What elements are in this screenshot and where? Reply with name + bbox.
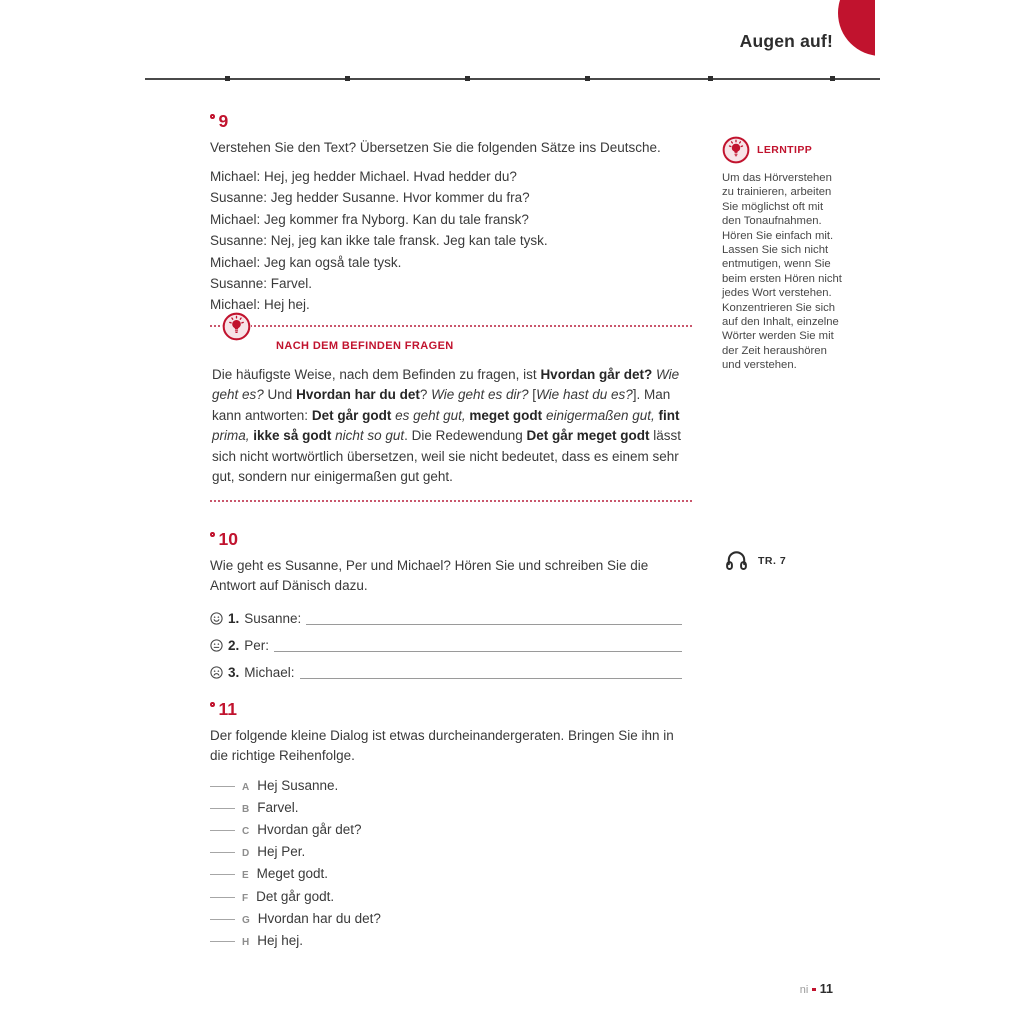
lerntipp-box [722, 136, 842, 373]
dialog-line: Susanne: Jeg hedder Susanne. Hvor kommer du fra? [210, 190, 530, 206]
order-text: Hej Per. [257, 844, 306, 860]
dialog-line: Michael: Jeg kan også tale tysk. [210, 254, 402, 270]
order-letter: F [242, 892, 249, 904]
corner-decoration [838, 0, 875, 58]
lerntipp-header [722, 136, 842, 164]
footer-dot [812, 988, 816, 992]
order-blank-line [210, 852, 235, 853]
exercise-10 [210, 531, 692, 682]
dialog-line: Michael: Hej hej. [210, 297, 310, 313]
rule-dot [830, 76, 835, 81]
order-text: Farvel. [257, 799, 299, 815]
ordering-row [210, 887, 692, 909]
answer-row [210, 637, 692, 655]
neutral-face-icon [210, 639, 223, 652]
exercise-11-instruction: Der folgende kleine Dialog ist etwas durcheinandergeraten. Bringen Sie ihn in die richtige Reihenfolge. [210, 727, 674, 763]
ordering-list [210, 776, 692, 954]
order-blank-line [210, 941, 235, 942]
red-donut-bullet [210, 702, 215, 707]
dialog-line: Susanne: Nej, jeg kan ikke tale fransk. Jeg kan tale tysk. [210, 233, 548, 249]
exercise-9 [210, 113, 692, 316]
lightbulb-icon [222, 312, 251, 341]
order-text: Hej Susanne. [257, 777, 339, 793]
answer-blank-line [274, 651, 682, 652]
order-blank-line [210, 830, 235, 831]
answer-row [210, 664, 692, 682]
exercise-number: 9 [218, 111, 229, 131]
order-blank-line [210, 897, 235, 898]
answer-name: Michael: [244, 665, 295, 680]
order-blank-line [210, 808, 235, 809]
lerntipp-body: Um das Hörverstehen zu trainieren, arbeiten Sie möglichst oft mit den Tonaufnahmen. Hören Sie einfach mit. Lassen Sie sich nicht entmutigen, wenn Sie beim ersten Hören nicht jedes Wort verstehen. Konzentrieren Sie sich auf den Inhalt, einzelne Wörter werden Sie mit der Zeit heraushören und verstehen. [722, 172, 842, 372]
answer-name: Per: [244, 638, 270, 653]
rule-dot [708, 76, 713, 81]
answer-row [210, 610, 692, 628]
order-blank-line [210, 874, 235, 875]
lightbulb-icon [722, 136, 750, 164]
answer-number: 1. [228, 611, 240, 626]
dialog-line: Michael: Hej, jeg hedder Michael. Hvad hedder du? [210, 169, 517, 184]
exercise-number: 10 [218, 529, 238, 549]
lerntipp-title: LERNTIPP [757, 144, 813, 156]
headphones-icon [723, 548, 750, 573]
infobox-body: Die häufigste Weise, nach dem Befinden zu fragen, ist Hvordan går det? Wie geht es? Und Hvordan har du det? Wie geht es dir? [Wie hast du es?]. Man kann antworten: Det går godt es geht gut, meget godt einigermaßen gut, fint prima, ikke så godt nicht so gut. Die Redewendung Det går meget godt lässt sich nicht wortwörtlich übersetzen, weil sie nicht bedeutet, dass es einem sehr gut, sondern nur einigermaßen gut geht. [212, 367, 681, 485]
page-number: 11 [819, 982, 833, 996]
red-donut-bullet [210, 532, 215, 537]
order-letter: C [242, 825, 250, 837]
red-circle-decoration [838, 0, 875, 56]
grammar-infobox [210, 325, 692, 502]
answer-number: 2. [228, 638, 240, 653]
ordering-row [210, 864, 692, 886]
order-text: Hej hej. [257, 932, 304, 948]
ordering-row [210, 842, 692, 864]
ordering-row [210, 931, 692, 953]
order-text: Hvordan går det? [257, 821, 362, 837]
order-letter: E [242, 870, 249, 882]
exercise-9-instruction: Verstehen Sie den Text? Übersetzen Sie die folgenden Sätze ins Deutsche. [210, 139, 661, 155]
order-blank-line [210, 919, 235, 920]
answer-number: 3. [228, 665, 240, 680]
exercise-9-header [210, 113, 692, 131]
page-footer [700, 980, 833, 998]
answer-blank-line [300, 678, 682, 679]
order-letter: G [242, 914, 250, 926]
exercise-11 [210, 701, 692, 953]
sad-face-icon [210, 666, 223, 679]
page-title: Augen auf! [739, 31, 833, 51]
exercise-number: 11 [218, 699, 237, 719]
red-donut-bullet [210, 114, 215, 119]
answer-blank-line [306, 624, 682, 625]
audio-track-marker [723, 548, 786, 573]
order-letter: H [242, 936, 250, 948]
header-rule [145, 78, 880, 80]
dialog-line: Michael: Jeg kommer fra Nyborg. Kan du tale fransk? [210, 211, 529, 227]
footer-word: ni [799, 984, 809, 996]
rule-dot [225, 76, 230, 81]
dialog-line: Susanne: Farvel. [210, 276, 313, 292]
answer-name: Susanne: [244, 611, 302, 626]
exercise-10-header [210, 531, 692, 549]
order-letter: D [242, 848, 250, 860]
rule-dot [465, 76, 470, 81]
rule-dot [345, 76, 350, 81]
order-text: Meget godt. [256, 866, 328, 882]
ordering-row [210, 776, 692, 798]
rule-dot [585, 76, 590, 81]
infobox-title: NACH DEM BEFINDEN FRAGEN [276, 340, 454, 352]
audio-track-label: TR. 7 [758, 554, 787, 567]
ordering-row [210, 909, 692, 931]
ordering-row [210, 798, 692, 820]
dialog-text [210, 166, 692, 316]
exercise-10-instruction: Wie geht es Susanne, Per und Michael? Hören Sie und schreiben Sie die Antwort auf Dänisch dazu. [210, 557, 649, 593]
ordering-row [210, 820, 692, 842]
order-text: Det går godt. [256, 888, 335, 904]
order-letter: A [242, 781, 250, 793]
order-text: Hvordan har du det? [257, 910, 381, 926]
happy-face-icon [210, 612, 223, 625]
order-letter: B [242, 803, 250, 815]
order-blank-line [210, 786, 235, 787]
answer-list [210, 610, 692, 682]
exercise-11-header [210, 701, 692, 719]
